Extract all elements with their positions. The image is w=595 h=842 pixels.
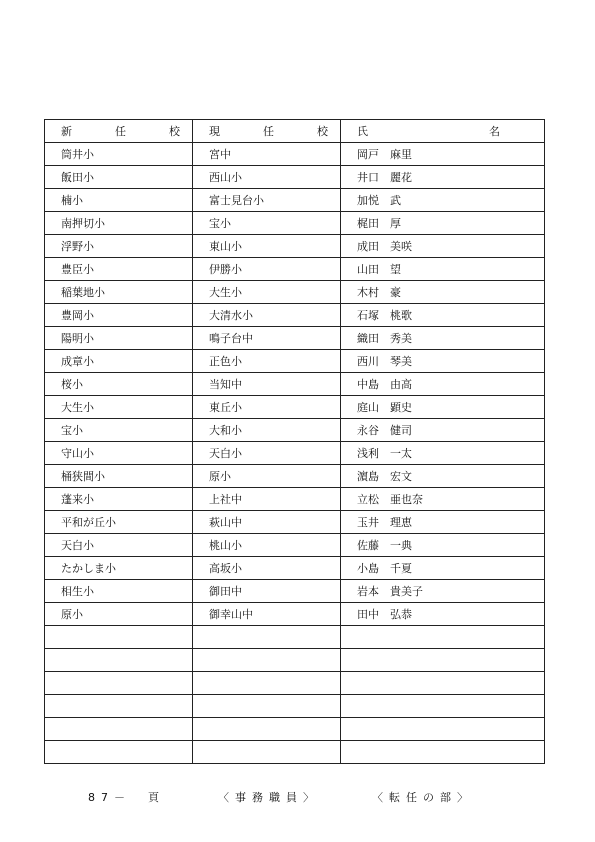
table-row (45, 373, 545, 396)
cell-new-school: 豊臣小 (45, 258, 193, 281)
cell-name (341, 672, 545, 695)
cell-name: 庭山 顕史 (341, 396, 545, 419)
cell-name: 織田 秀美 (341, 327, 545, 350)
table-row (45, 511, 545, 534)
header-char: 任 (115, 125, 126, 138)
table-row (45, 143, 545, 166)
cell-current-school: 上社中 (193, 488, 341, 511)
table-row (45, 442, 545, 465)
cell-name: 梶田 厚 (341, 212, 545, 235)
cell-current-school: 宝小 (193, 212, 341, 235)
cell-current-school (193, 695, 341, 718)
table-row (45, 281, 545, 304)
cell-current-school (193, 741, 341, 764)
cell-new-school: 守山小 (45, 442, 193, 465)
cell-new-school: 蓬来小 (45, 488, 193, 511)
cell-new-school: 宝小 (45, 419, 193, 442)
cell-current-school (193, 649, 341, 672)
cell-current-school: 鳴子台中 (193, 327, 341, 350)
cell-current-school (193, 672, 341, 695)
cell-new-school: 飯田小 (45, 166, 193, 189)
cell-name: 岡戸 麻里 (341, 143, 545, 166)
cell-current-school: 萩山中 (193, 511, 341, 534)
cell-current-school: 原小 (193, 465, 341, 488)
cell-new-school: 筒井小 (45, 143, 193, 166)
transfer-roster-table (44, 119, 545, 764)
header-char: 校 (317, 125, 328, 138)
cell-name: 石塚 桃歌 (341, 304, 545, 327)
cell-new-school: 大生小 (45, 396, 193, 419)
cell-name: 立松 亜也奈 (341, 488, 545, 511)
header-char: 新 (61, 125, 72, 138)
cell-current-school: 東山小 (193, 235, 341, 258)
cell-current-school: 御幸山中 (193, 603, 341, 626)
cell-name: 山田 望 (341, 258, 545, 281)
cell-new-school: 成章小 (45, 350, 193, 373)
staff-type-label: 〈事務職員〉 (218, 791, 320, 804)
cell-current-school: 大和小 (193, 419, 341, 442)
cell-current-school: 高坂小 (193, 557, 341, 580)
cell-current-school (193, 718, 341, 741)
cell-new-school: 桶狭間小 (45, 465, 193, 488)
cell-name: 井口 麗花 (341, 166, 545, 189)
table-row (45, 350, 545, 373)
cell-new-school: 桜小 (45, 373, 193, 396)
header-char: 名 (489, 125, 500, 138)
cell-new-school: 南押切小 (45, 212, 193, 235)
cell-new-school: 楠小 (45, 189, 193, 212)
cell-name: 田中 弘恭 (341, 603, 545, 626)
header-char: 現 (209, 125, 220, 138)
cell-current-school: 伊勝小 (193, 258, 341, 281)
cell-current-school: 宮中 (193, 143, 341, 166)
cell-name: 中島 由高 (341, 373, 545, 396)
cell-name: 濵島 宏文 (341, 465, 545, 488)
cell-current-school: 西山小 (193, 166, 341, 189)
table-row (45, 557, 545, 580)
table-row (45, 304, 545, 327)
header-char: 任 (263, 125, 274, 138)
cell-name: 岩本 貴美子 (341, 580, 545, 603)
header-name (341, 120, 545, 143)
cell-current-school: 大清水小 (193, 304, 341, 327)
table-row (45, 534, 545, 557)
cell-current-school: 御田中 (193, 580, 341, 603)
table-row (45, 626, 545, 649)
table-row (45, 419, 545, 442)
header-char: 校 (169, 125, 180, 138)
table-row (45, 212, 545, 235)
table-row (45, 718, 545, 741)
cell-name: 成田 美咲 (341, 235, 545, 258)
section-label: 〈転任の部〉 (372, 791, 474, 804)
page-number: 87－ 頁 (88, 791, 165, 804)
table-row (45, 465, 545, 488)
cell-new-school: 稲葉地小 (45, 281, 193, 304)
cell-new-school: たかしま小 (45, 557, 193, 580)
cell-name: 木村 豪 (341, 281, 545, 304)
table-row (45, 189, 545, 212)
cell-current-school: 天白小 (193, 442, 341, 465)
cell-name (341, 718, 545, 741)
cell-new-school (45, 672, 193, 695)
cell-new-school (45, 741, 193, 764)
cell-new-school: 陽明小 (45, 327, 193, 350)
cell-current-school: 正色小 (193, 350, 341, 373)
cell-name: 永谷 健司 (341, 419, 545, 442)
cell-name: 玉井 理恵 (341, 511, 545, 534)
table-row (45, 166, 545, 189)
cell-new-school: 原小 (45, 603, 193, 626)
cell-current-school: 桃山小 (193, 534, 341, 557)
cell-current-school: 富士見台小 (193, 189, 341, 212)
cell-name: 小島 千夏 (341, 557, 545, 580)
cell-current-school: 大生小 (193, 281, 341, 304)
cell-current-school (193, 626, 341, 649)
cell-name: 西川 琴美 (341, 350, 545, 373)
cell-new-school: 豊岡小 (45, 304, 193, 327)
table-row (45, 258, 545, 281)
header-new-school (45, 120, 193, 143)
table-row (45, 488, 545, 511)
cell-new-school (45, 649, 193, 672)
cell-current-school: 当知中 (193, 373, 341, 396)
cell-name: 浅利 一太 (341, 442, 545, 465)
table-row (45, 741, 545, 764)
table-row (45, 672, 545, 695)
cell-new-school: 天白小 (45, 534, 193, 557)
table-row (45, 603, 545, 626)
cell-new-school (45, 695, 193, 718)
transfer-roster-sheet (44, 119, 544, 764)
table-row (45, 235, 545, 258)
cell-new-school: 相生小 (45, 580, 193, 603)
header-char: 氏 (357, 125, 368, 138)
table-header-row (45, 120, 545, 143)
cell-name (341, 649, 545, 672)
header-current-school (193, 120, 341, 143)
cell-name: 佐藤 一典 (341, 534, 545, 557)
cell-new-school (45, 718, 193, 741)
table-row (45, 580, 545, 603)
cell-name (341, 741, 545, 764)
table-row (45, 396, 545, 419)
table-row (45, 649, 545, 672)
cell-current-school: 東丘小 (193, 396, 341, 419)
cell-name: 加悦 武 (341, 189, 545, 212)
table-body (45, 143, 545, 764)
cell-new-school: 平和が丘小 (45, 511, 193, 534)
cell-name (341, 695, 545, 718)
cell-name (341, 626, 545, 649)
table-row (45, 327, 545, 350)
cell-new-school: 浮野小 (45, 235, 193, 258)
table-row (45, 695, 545, 718)
cell-new-school (45, 626, 193, 649)
